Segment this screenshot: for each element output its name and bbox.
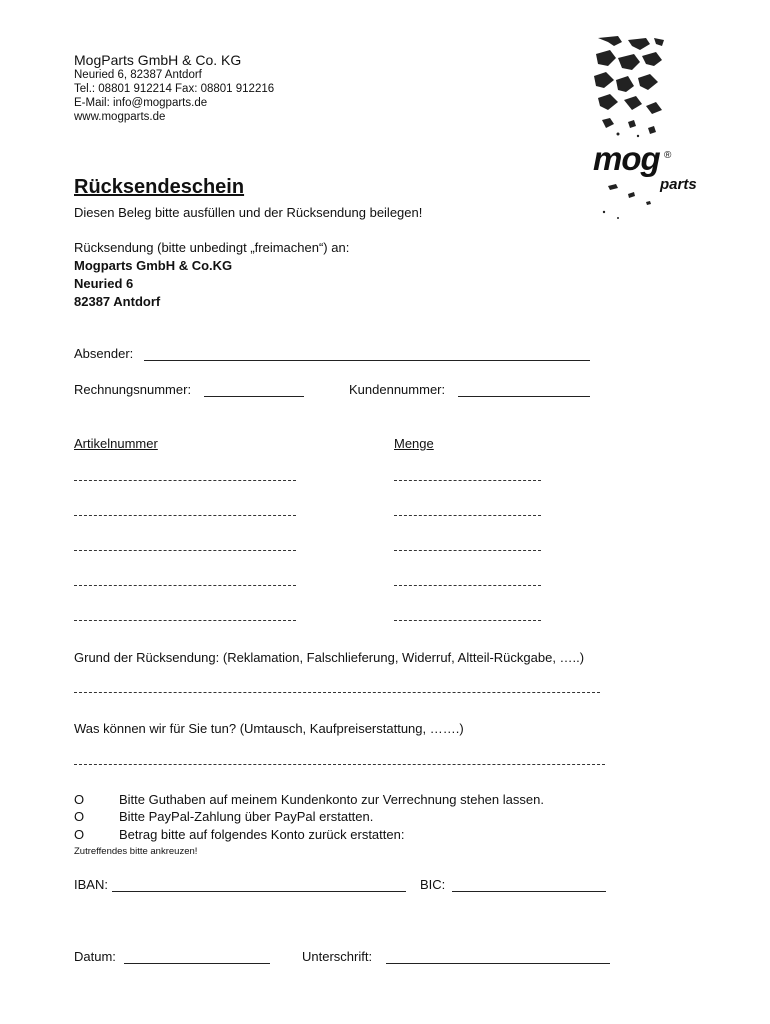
company-email: E-Mail: info@mogparts.de — [74, 97, 208, 109]
quantity-field-5[interactable] — [394, 620, 541, 621]
service-request-field[interactable] — [74, 764, 605, 765]
quantity-field-4[interactable] — [394, 585, 541, 586]
customer-number-field[interactable] — [458, 396, 590, 397]
company-address: Neuried 6, 82387 Antdorf — [74, 69, 202, 81]
quantity-field-2[interactable] — [394, 515, 541, 516]
option-text-bank: Betrag bitte auf folgendes Konto zurück erstatten: — [119, 827, 405, 842]
option-checkbox-bank[interactable]: O — [74, 827, 85, 842]
signature-label: Unterschrift: — [302, 949, 373, 964]
return-address-street: Neuried 6 — [74, 276, 134, 291]
return-reason-label: Grund der Rücksendung: (Reklamation, Falschlieferung, Widerruf, Altteil-Rückgabe, …..) — [74, 650, 585, 665]
logo-registered-mark: ® — [664, 150, 672, 161]
article-field-2[interactable] — [74, 515, 296, 516]
options-hint: Zutreffendes bitte ankreuzen! — [74, 846, 198, 857]
iban-field[interactable] — [112, 891, 406, 892]
company-phone-fax: Tel.: 08801 912214 Fax: 08801 912216 — [74, 83, 275, 95]
date-field[interactable] — [124, 963, 270, 964]
bic-label: BIC: — [420, 877, 446, 892]
bic-field[interactable] — [452, 891, 606, 892]
invoice-number-label: Rechnungsnummer: — [74, 382, 192, 397]
date-label: Datum: — [74, 949, 116, 964]
article-field-1[interactable] — [74, 480, 296, 481]
quantity-field-3[interactable] — [394, 550, 541, 551]
logo-wordmark: mog — [593, 140, 660, 177]
iban-label: IBAN: — [74, 877, 108, 892]
option-checkbox-credit[interactable]: O — [74, 792, 85, 807]
article-field-5[interactable] — [74, 620, 296, 621]
option-text-credit: Bitte Guthaben auf meinem Kundenkonto zur Verrechnung stehen lassen. — [119, 792, 544, 807]
quantity-header: Menge — [394, 436, 434, 451]
mogparts-logo-icon — [588, 36, 708, 222]
company-website: www.mogparts.de — [74, 111, 166, 123]
article-field-4[interactable] — [74, 585, 296, 586]
article-number-header: Artikelnummer — [74, 436, 158, 451]
article-field-3[interactable] — [74, 550, 296, 551]
logo-subtext: parts — [660, 176, 697, 193]
return-address-company: Mogparts GmbH & Co.KG — [74, 258, 233, 273]
return-note: Rücksendung (bitte unbedingt „freimachen“) an: — [74, 240, 350, 255]
option-text-paypal: Bitte PayPal-Zahlung über PayPal erstatten. — [119, 809, 374, 824]
company-name: MogParts GmbH & Co. KG — [74, 52, 242, 68]
sender-field[interactable] — [144, 360, 590, 361]
sender-label: Absender: — [74, 346, 134, 361]
quantity-field-1[interactable] — [394, 480, 541, 481]
return-reason-field[interactable] — [74, 692, 600, 693]
page-title: Rücksendeschein — [74, 176, 245, 198]
return-address-city: 82387 Antdorf — [74, 294, 161, 309]
signature-field[interactable] — [386, 963, 610, 964]
customer-number-label: Kundennummer: — [349, 382, 446, 397]
invoice-number-field[interactable] — [204, 396, 304, 397]
instruction-text: Diesen Beleg bitte ausfüllen und der Rücksendung beilegen! — [74, 205, 423, 220]
service-request-label: Was können wir für Sie tun? (Umtausch, Kaufpreiserstattung, …….) — [74, 721, 464, 736]
option-checkbox-paypal[interactable]: O — [74, 809, 85, 824]
